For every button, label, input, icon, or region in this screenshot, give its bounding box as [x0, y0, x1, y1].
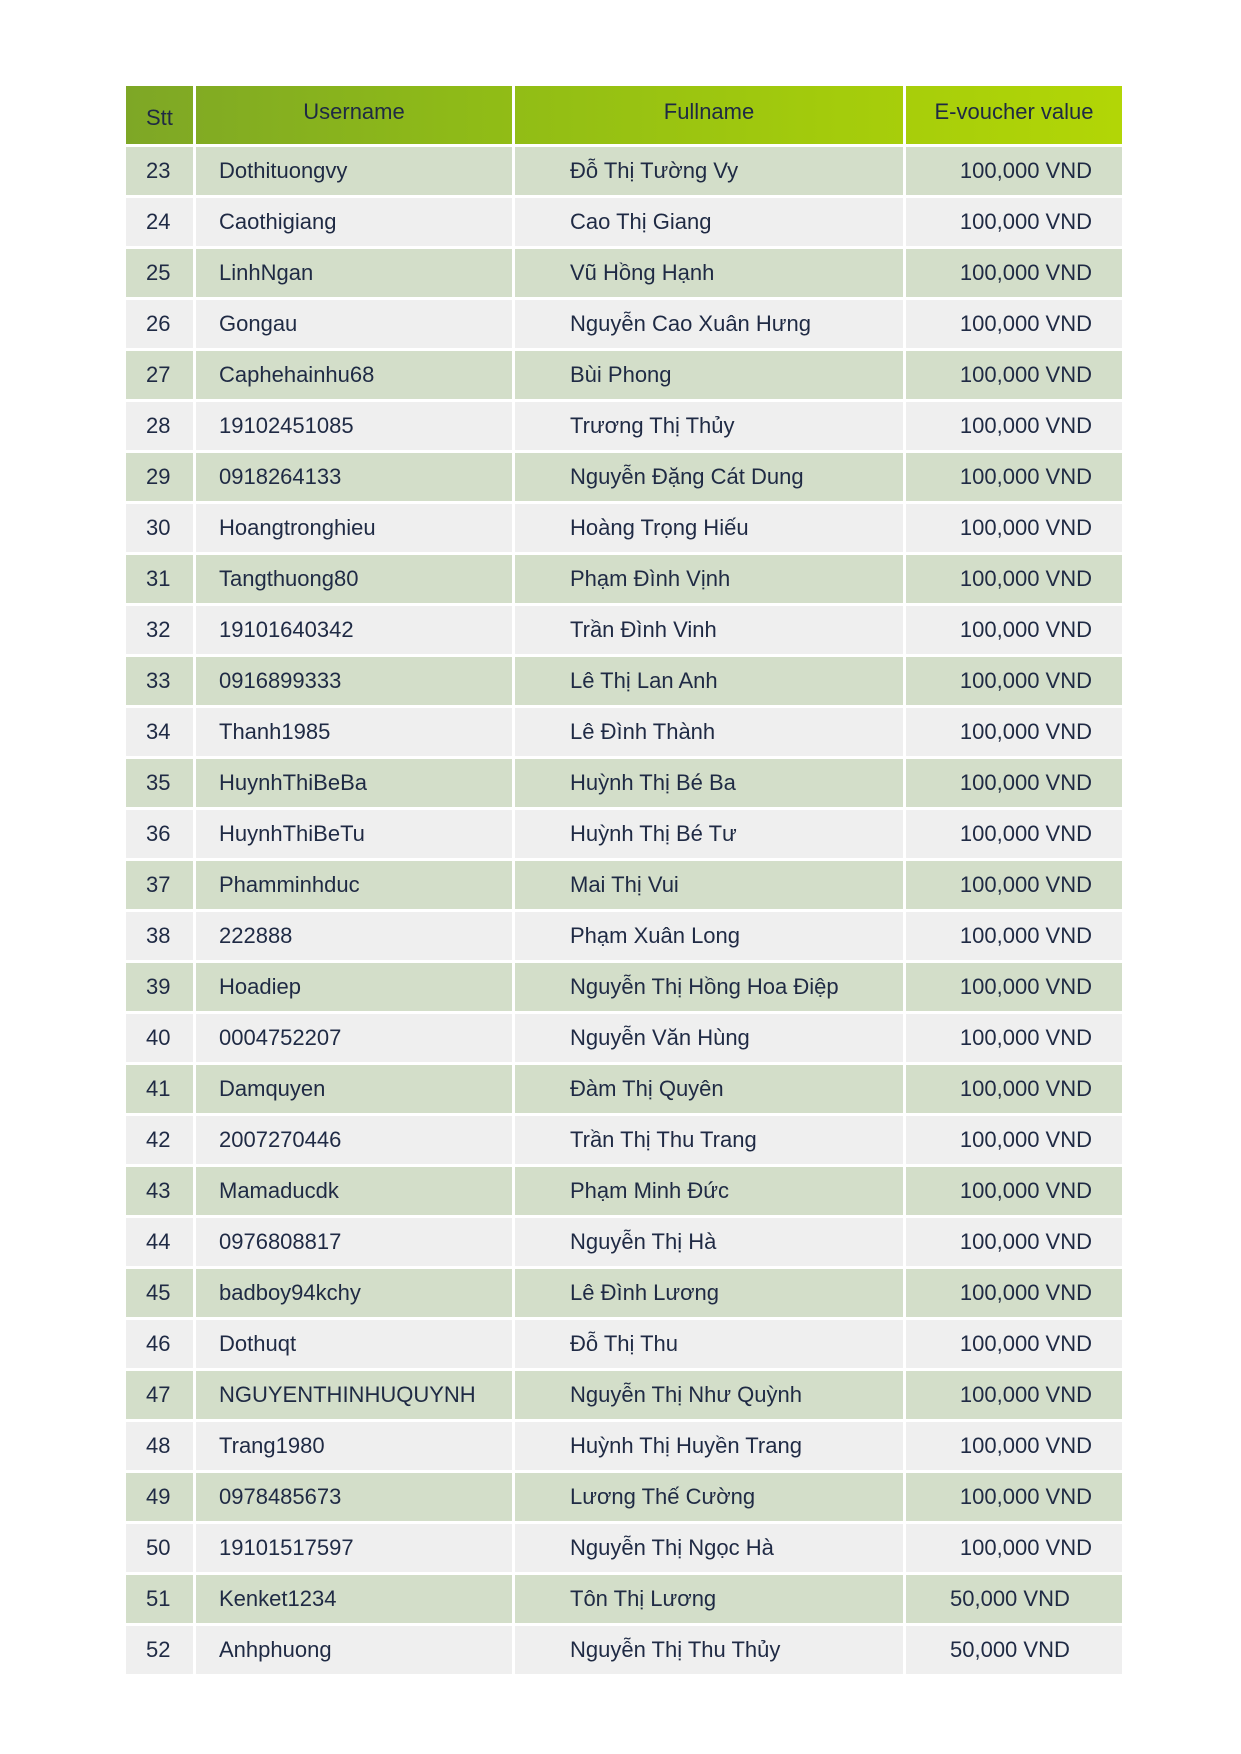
row-voucher-value: 100,000 VND: [906, 450, 1122, 501]
row-stt: 36: [126, 807, 196, 858]
row-fullname: Lê Đình Thành: [515, 705, 906, 756]
row-stt: 51: [126, 1572, 196, 1623]
row-fullname: Phạm Minh Đức: [515, 1164, 906, 1215]
row-voucher-value: 100,000 VND: [906, 399, 1122, 450]
row-voucher-value: 100,000 VND: [906, 501, 1122, 552]
row-voucher-value: 100,000 VND: [906, 1317, 1122, 1368]
row-stt: 48: [126, 1419, 196, 1470]
row-fullname: Trần Thị Thu Trang: [515, 1113, 906, 1164]
row-fullname: Nguyễn Thị Hồng Hoa Điệp: [515, 960, 906, 1011]
row-fullname: Lê Thị Lan Anh: [515, 654, 906, 705]
row-username: 0976808817: [196, 1215, 515, 1266]
row-username: 19102451085: [196, 399, 515, 450]
row-stt: 28: [126, 399, 196, 450]
row-username: Anhphuong: [196, 1623, 515, 1674]
table-row: [126, 1368, 1122, 1419]
row-voucher-value: 100,000 VND: [906, 552, 1122, 603]
row-stt: 43: [126, 1164, 196, 1215]
table-row: [126, 1215, 1122, 1266]
table-row: [126, 960, 1122, 1011]
row-username: 222888: [196, 909, 515, 960]
row-voucher-value: 100,000 VND: [906, 246, 1122, 297]
row-username: HuynhThiBeBa: [196, 756, 515, 807]
row-stt: 34: [126, 705, 196, 756]
row-username: Hoangtronghieu: [196, 501, 515, 552]
table-row: [126, 909, 1122, 960]
row-fullname: Phạm Đình Vịnh: [515, 552, 906, 603]
row-username: 0916899333: [196, 654, 515, 705]
row-username: Hoadiep: [196, 960, 515, 1011]
row-stt: 44: [126, 1215, 196, 1266]
row-stt: 31: [126, 552, 196, 603]
row-voucher-value: 100,000 VND: [906, 297, 1122, 348]
row-fullname: Đàm Thị Quyên: [515, 1062, 906, 1113]
table-row: [126, 450, 1122, 501]
header-username: Username: [196, 86, 515, 144]
row-voucher-value: 100,000 VND: [906, 195, 1122, 246]
row-stt: 38: [126, 909, 196, 960]
row-fullname: Nguyễn Thị Như Quỳnh: [515, 1368, 906, 1419]
row-fullname: Trương Thị Thủy: [515, 399, 906, 450]
row-stt: 26: [126, 297, 196, 348]
row-stt: 45: [126, 1266, 196, 1317]
row-voucher-value: 100,000 VND: [906, 960, 1122, 1011]
table-row: [126, 552, 1122, 603]
row-stt: 50: [126, 1521, 196, 1572]
row-voucher-value: 100,000 VND: [906, 1062, 1122, 1113]
row-username: badboy94kchy: [196, 1266, 515, 1317]
table-row: [126, 1062, 1122, 1113]
row-voucher-value: 100,000 VND: [906, 1266, 1122, 1317]
row-fullname: Nguyễn Đặng Cát Dung: [515, 450, 906, 501]
row-fullname: Đỗ Thị Tường Vy: [515, 144, 906, 195]
row-voucher-value: 100,000 VND: [906, 1011, 1122, 1062]
row-username: Tangthuong80: [196, 552, 515, 603]
table-row: [126, 246, 1122, 297]
table-row: [126, 1164, 1122, 1215]
header-row: [126, 86, 1122, 144]
table-row: [126, 144, 1122, 195]
voucher-table-container: [126, 86, 1122, 1674]
table-row: [126, 1521, 1122, 1572]
table-row: [126, 1317, 1122, 1368]
voucher-table: [126, 86, 1122, 1674]
row-fullname: Hoàng Trọng Hiếu: [515, 501, 906, 552]
row-stt: 23: [126, 144, 196, 195]
row-fullname: Lương Thế Cường: [515, 1470, 906, 1521]
row-fullname: Mai Thị Vui: [515, 858, 906, 909]
row-voucher-value: 100,000 VND: [906, 348, 1122, 399]
row-voucher-value: 100,000 VND: [906, 654, 1122, 705]
row-fullname: Huỳnh Thị Bé Ba: [515, 756, 906, 807]
table-row: [126, 348, 1122, 399]
row-fullname: Đỗ Thị Thu: [515, 1317, 906, 1368]
row-stt: 32: [126, 603, 196, 654]
row-stt: 47: [126, 1368, 196, 1419]
table-row: [126, 501, 1122, 552]
row-username: 19101517597: [196, 1521, 515, 1572]
row-voucher-value: 100,000 VND: [906, 858, 1122, 909]
table-row: [126, 1266, 1122, 1317]
table-row: [126, 756, 1122, 807]
row-username: Trang1980: [196, 1419, 515, 1470]
row-voucher-value: 100,000 VND: [906, 1521, 1122, 1572]
row-voucher-value: 100,000 VND: [906, 909, 1122, 960]
row-stt: 24: [126, 195, 196, 246]
row-voucher-value: 50,000 VND: [906, 1623, 1122, 1674]
row-fullname: Phạm Xuân Long: [515, 909, 906, 960]
row-voucher-value: 50,000 VND: [906, 1572, 1122, 1623]
row-fullname: Nguyễn Thị Ngọc Hà: [515, 1521, 906, 1572]
row-voucher-value: 100,000 VND: [906, 1419, 1122, 1470]
row-username: Caothigiang: [196, 195, 515, 246]
row-voucher-value: 100,000 VND: [906, 1215, 1122, 1266]
table-row: [126, 1011, 1122, 1062]
table-row: [126, 603, 1122, 654]
row-fullname: Nguyễn Văn Hùng: [515, 1011, 906, 1062]
row-stt: 42: [126, 1113, 196, 1164]
table-row: [126, 195, 1122, 246]
table-row: [126, 807, 1122, 858]
row-stt: 35: [126, 756, 196, 807]
row-fullname: Bùi Phong: [515, 348, 906, 399]
row-voucher-value: 100,000 VND: [906, 705, 1122, 756]
row-stt: 46: [126, 1317, 196, 1368]
row-username: Damquyen: [196, 1062, 515, 1113]
row-username: Dothituongvy: [196, 144, 515, 195]
row-fullname: Nguyễn Thị Hà: [515, 1215, 906, 1266]
table-row: [126, 1572, 1122, 1623]
row-stt: 37: [126, 858, 196, 909]
table-row: [126, 654, 1122, 705]
row-stt: 39: [126, 960, 196, 1011]
row-stt: 52: [126, 1623, 196, 1674]
header-fullname: Fullname: [515, 86, 906, 144]
row-stt: 25: [126, 246, 196, 297]
row-username: Kenket1234: [196, 1572, 515, 1623]
row-username: NGUYENTHINHUQUYNH: [196, 1368, 515, 1419]
row-stt: 33: [126, 654, 196, 705]
row-voucher-value: 100,000 VND: [906, 144, 1122, 195]
row-fullname: Cao Thị Giang: [515, 195, 906, 246]
row-voucher-value: 100,000 VND: [906, 807, 1122, 858]
table-row: [126, 1419, 1122, 1470]
table-row: [126, 297, 1122, 348]
row-username: LinhNgan: [196, 246, 515, 297]
table-row: [126, 1113, 1122, 1164]
row-stt: 29: [126, 450, 196, 501]
row-username: 0004752207: [196, 1011, 515, 1062]
row-fullname: Lê Đình Lương: [515, 1266, 906, 1317]
row-username: Mamaducdk: [196, 1164, 515, 1215]
table-body: [126, 144, 1122, 1674]
row-username: Gongau: [196, 297, 515, 348]
table-row: [126, 1470, 1122, 1521]
row-voucher-value: 100,000 VND: [906, 1164, 1122, 1215]
header-stt: Stt: [126, 86, 196, 144]
table-row: [126, 399, 1122, 450]
row-voucher-value: 100,000 VND: [906, 756, 1122, 807]
table-row: [126, 1623, 1122, 1674]
row-voucher-value: 100,000 VND: [906, 603, 1122, 654]
row-stt: 49: [126, 1470, 196, 1521]
row-fullname: Huỳnh Thị Bé Tư: [515, 807, 906, 858]
row-fullname: Tôn Thị Lương: [515, 1572, 906, 1623]
header-voucher-value: E-voucher value: [934, 99, 1094, 124]
row-fullname: Nguyễn Cao Xuân Hưng: [515, 297, 906, 348]
row-voucher-value: 100,000 VND: [906, 1470, 1122, 1521]
row-stt: 30: [126, 501, 196, 552]
table-row: [126, 705, 1122, 756]
row-username: HuynhThiBeTu: [196, 807, 515, 858]
row-stt: 27: [126, 348, 196, 399]
table-row: [126, 858, 1122, 909]
row-username: Dothuqt: [196, 1317, 515, 1368]
row-username: Phamminhduc: [196, 858, 515, 909]
row-voucher-value: 100,000 VND: [906, 1113, 1122, 1164]
table-header: [126, 86, 1122, 144]
row-stt: 40: [126, 1011, 196, 1062]
row-fullname: Nguyễn Thị Thu Thủy: [515, 1623, 906, 1674]
row-username: 0978485673: [196, 1470, 515, 1521]
row-username: 19101640342: [196, 603, 515, 654]
row-username: Caphehainhu68: [196, 348, 515, 399]
row-fullname: Trần Đình Vinh: [515, 603, 906, 654]
row-stt: 41: [126, 1062, 196, 1113]
row-fullname: Huỳnh Thị Huyền Trang: [515, 1419, 906, 1470]
row-username: Thanh1985: [196, 705, 515, 756]
row-voucher-value: 100,000 VND: [906, 1368, 1122, 1419]
row-username: 2007270446: [196, 1113, 515, 1164]
row-fullname: Vũ Hồng Hạnh: [515, 246, 906, 297]
row-username: 0918264133: [196, 450, 515, 501]
